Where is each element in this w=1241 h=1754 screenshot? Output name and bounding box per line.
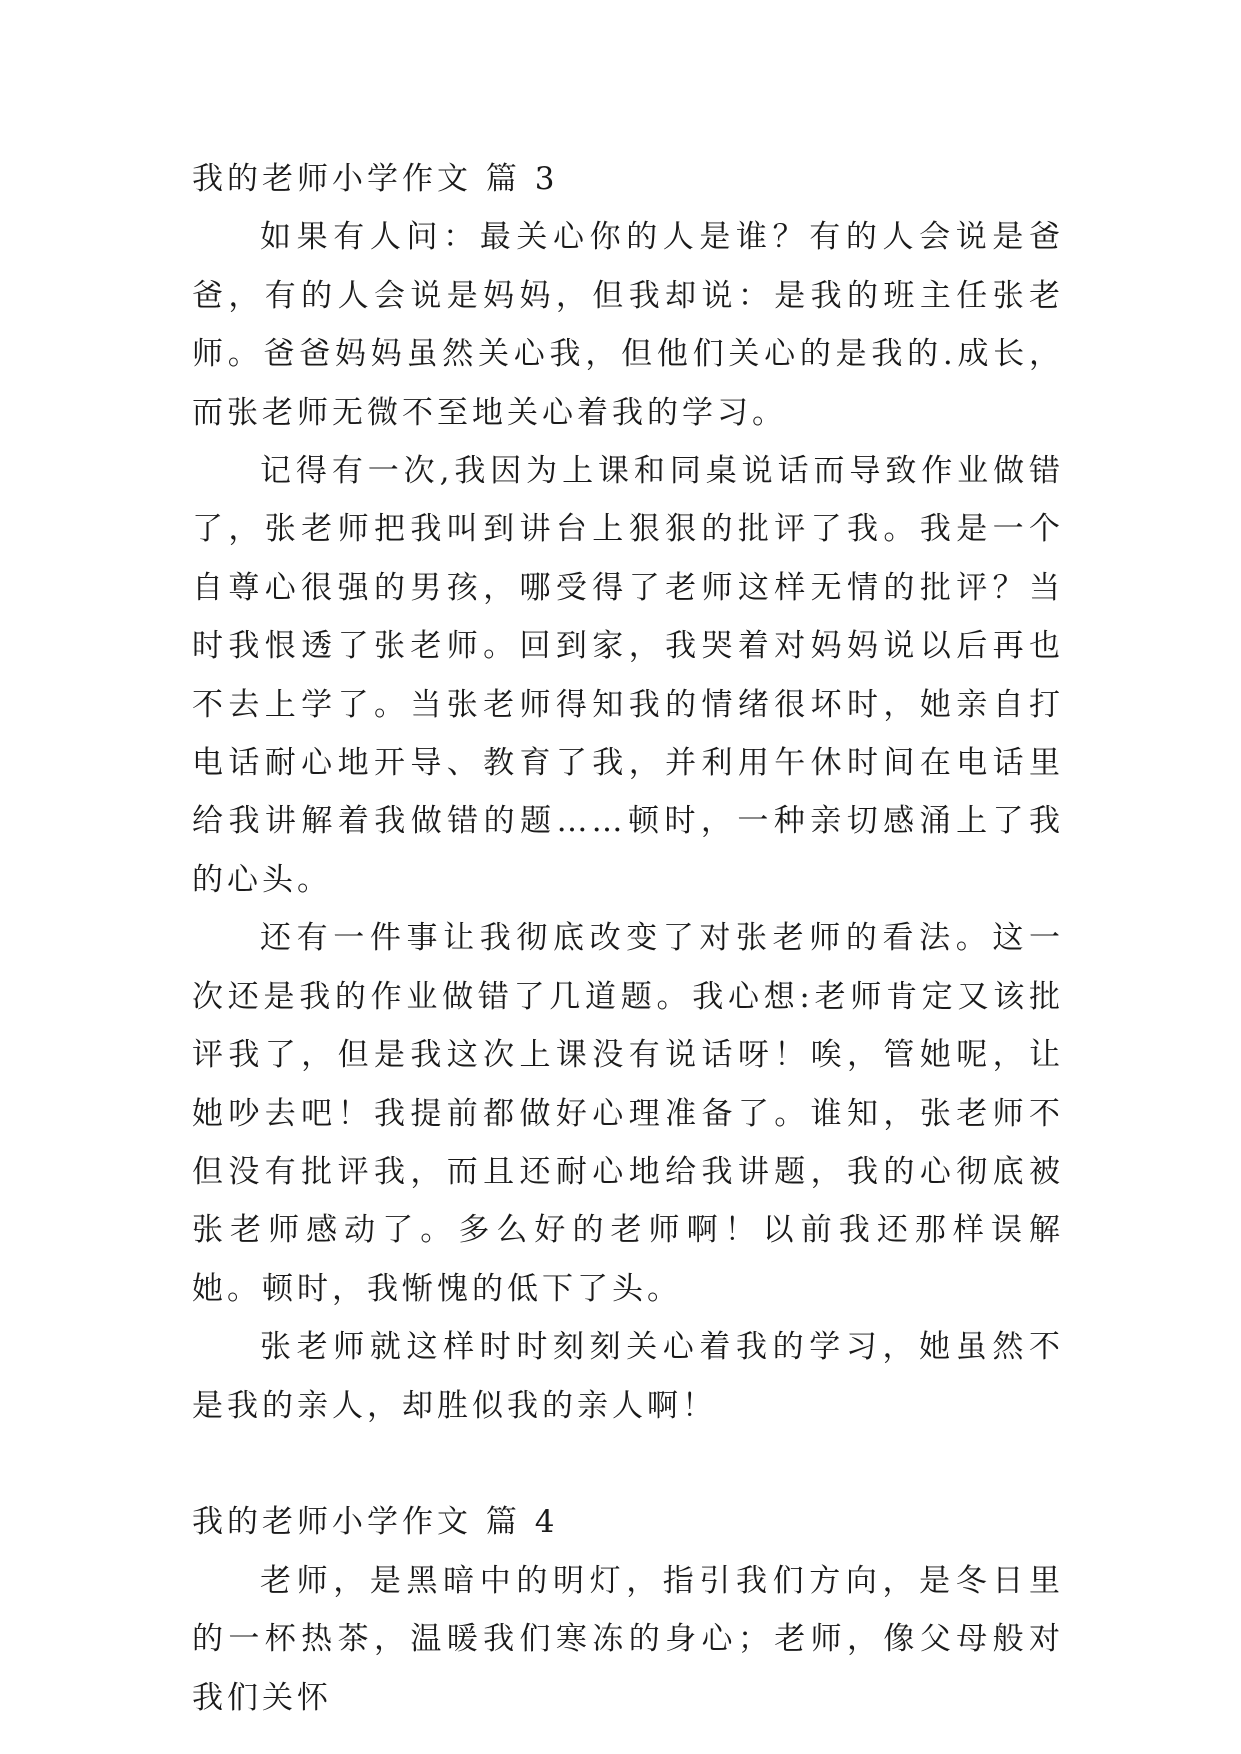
- section-title: 我的老师小学作文 篇 3: [192, 161, 559, 197]
- paragraph: 还有一件事让我彻底改变了对张老师的看法。这一次还是我的作业做错了几道题。我心想:老师肯定又该批评我了，但是我这次上课没有说话呀！唉，管她呢，让她吵去吧！我提前都做好心理准备了。谁知，张老师不但没有批评我，而且还耐心地给我讲题，我的心彻底被张老师感动了。多么好的老师啊！以前我还那样误解她。顿时，我惭愧的低下了头。: [192, 920, 1064, 1307]
- paragraph: 如果有人问：最关心你的人是谁？有的人会说是爸爸，有的人会说是妈妈，但我却说：是我的班主任张老师。爸爸妈妈虽然关心我，但他们关心的是我的.成长，而张老师无微不至地关心着我的学习。: [192, 219, 1064, 431]
- paragraph: 老师，是黑暗中的明灯，指引我们方向，是冬日里的一杯热茶，温暖我们寒冻的身心；老师，像父母般对我们关怀: [192, 1562, 1064, 1716]
- essay-section-3: [192, 150, 1064, 1435]
- essay-section-4: [192, 1493, 1064, 1727]
- section-title: 我的老师小学作文 篇 4: [192, 1504, 559, 1541]
- section-spacer: [192, 1435, 1064, 1493]
- paragraph: 张老师就这样时时刻刻关心着我的学习，她虽然不是我的亲人，却胜似我的亲人啊！: [192, 1329, 1064, 1424]
- paragraph: 记得有一次,我因为上课和同桌说话而导致作业做错了，张老师把我叫到讲台上狠狠的批评了我。我是一个自尊心很强的男孩，哪受得了老师这样无情的批评？当时我恨透了张老师。回到家，我哭着对妈妈说以后再也不去上学了。当张老师得知我的情绪很坏时，她亲自打电话耐心地开导、教育了我，并利用午休时间在电话里给我讲解着我做错的题……顿时，一种亲切感涌上了我的心头。: [192, 453, 1064, 898]
- essay-content: [192, 150, 1064, 1727]
